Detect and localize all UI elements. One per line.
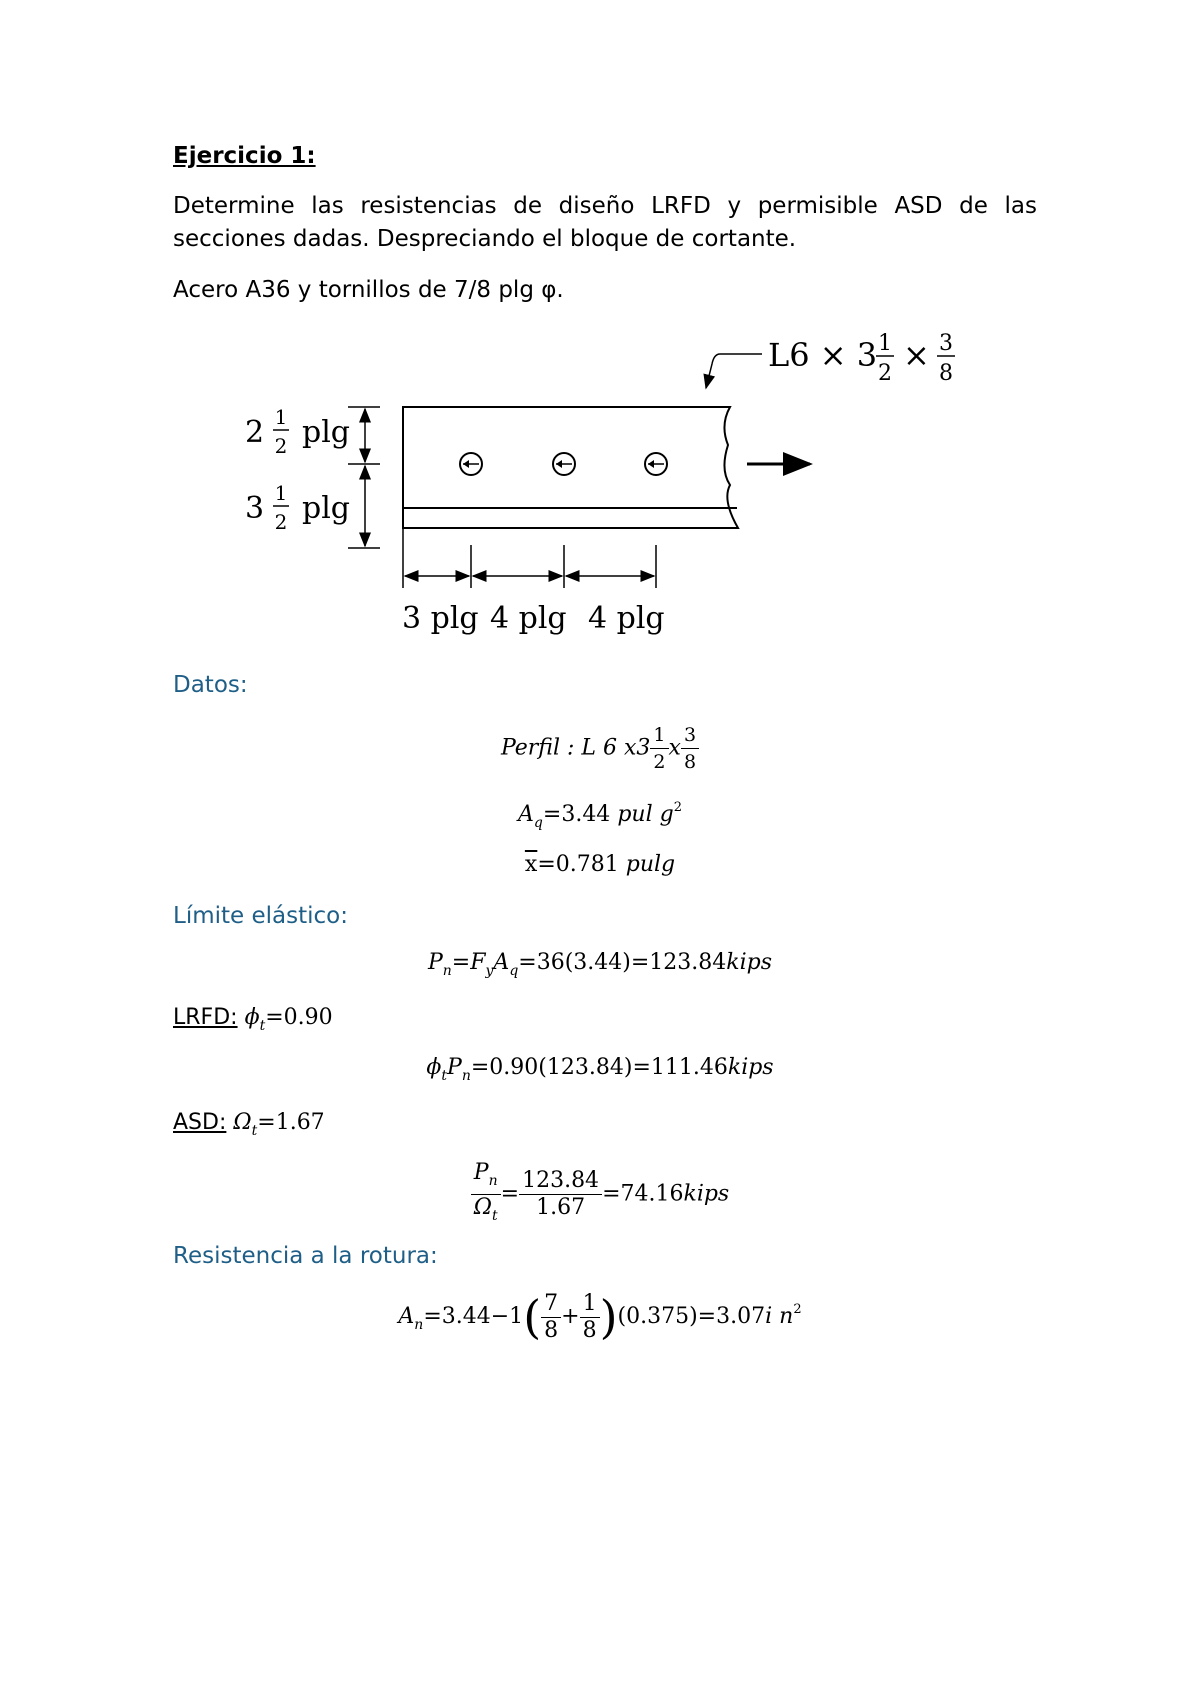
bolt-hole <box>460 453 482 475</box>
asd-label: ASD: <box>173 1110 227 1135</box>
gage-num: 1 <box>274 481 288 505</box>
profile-w-num: 1 <box>878 331 892 356</box>
angle-connection-figure <box>0 320 1200 650</box>
gage-den: 2 <box>274 510 288 534</box>
profile-leader-line <box>706 354 762 388</box>
steel-spec: Acero A36 y tornillos de 7/8 plg φ. <box>173 277 564 303</box>
profile-t-num: 3 <box>939 331 953 356</box>
edge-top-unit: plg <box>302 415 351 450</box>
perfil-equation: Perfil : L 6 x3 $\frac{1}{2}$ x $\frac{3}{8}$ <box>0 722 1200 775</box>
centroid-equation: $\overline{x}=0.781$ pulg <box>524 852 676 877</box>
area-equation: $A_q=3.44$ pul $g^2$ <box>518 800 682 831</box>
edge-top-whole: 2 <box>245 415 265 450</box>
bolt-hole <box>553 453 575 475</box>
datos-heading: Datos: <box>173 672 248 698</box>
profile-w-den: 2 <box>878 361 892 386</box>
asd-factor: ASD: $\Omega_t=1.67$ <box>173 1110 325 1139</box>
lrfd-equation: $\phi_tP_n=0.90(123.84)=111.46kips$ <box>426 1055 774 1084</box>
gage-whole: 3 <box>245 491 265 526</box>
dim-edge-3: 3 plg <box>402 601 479 636</box>
lrfd-factor: LRFD: $\phi_t=0.90$ <box>173 1005 333 1034</box>
rotura-heading: Resistencia a la rotura: <box>173 1243 438 1269</box>
limite-heading: Límite elástico: <box>173 903 348 929</box>
bolt-hole <box>645 453 667 475</box>
exercise-title: Ejercicio 1: <box>173 143 316 169</box>
edge-top-num: 1 <box>274 405 288 429</box>
net-area-equation: $A_n=3.44-1$( $\frac{7}{8}$ + $\frac{1}{8}$ )(0.375)=3.07i $n^2$ <box>398 1290 802 1344</box>
gage-unit: plg <box>302 491 351 526</box>
profile-label: L6 × 3 <box>768 336 878 374</box>
yield-equation: $P_n=F_yA_q=36(3.44)=123.84kips$ <box>427 950 773 979</box>
profile-times: × <box>903 336 930 374</box>
asd-equation: $\frac{P_n}{\Omega_t}$ = $\frac{123.84}{1.67}$ =74.16kips <box>0 1160 1200 1229</box>
dim-pitch-4a: 4 plg <box>490 601 567 636</box>
lrfd-label: LRFD: <box>173 1005 238 1030</box>
vertical-dimensions <box>348 407 380 548</box>
dim-pitch-4b: 4 plg <box>588 601 665 636</box>
edge-top-den: 2 <box>274 434 288 458</box>
problem-statement: Determine las resistencias de diseño LRFD y permisible ASD de las secciones dadas. Despreciando el bloque de cortante. <box>173 193 1037 252</box>
profile-t-den: 8 <box>939 361 953 386</box>
horizontal-dimensions <box>403 528 656 588</box>
